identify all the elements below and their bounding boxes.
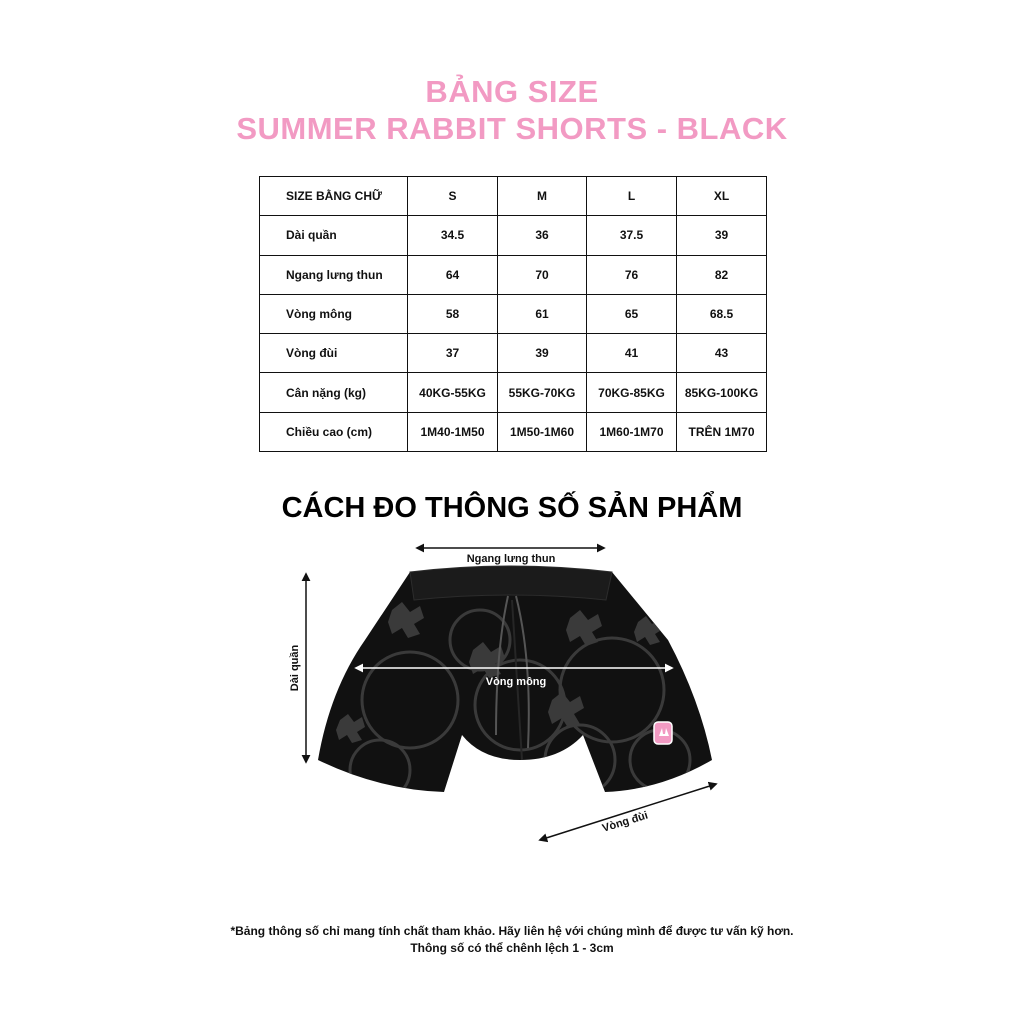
table-header-label: SIZE BẰNG CHỮ — [260, 177, 408, 216]
hip-label: Vòng mông — [485, 676, 547, 688]
table-cell: 39 — [677, 216, 767, 255]
size-header-l: L — [587, 177, 677, 216]
size-chart-title: BẢNG SIZE — [425, 74, 599, 109]
row-label: Ngang lưng thun — [260, 255, 408, 294]
length-label: Dài quần — [289, 644, 301, 692]
size-header-m: M — [498, 177, 587, 216]
table-cell: 40KG-55KG — [408, 373, 498, 412]
product-name-title: SUMMER RABBIT SHORTS - BLACK — [236, 111, 788, 146]
row-label: Chiều cao (cm) — [260, 412, 408, 451]
measure-section-title: CÁCH ĐO THÔNG SỐ SẢN PHẨM — [281, 492, 743, 524]
table-cell: 61 — [498, 294, 587, 333]
footnote-disclaimer: *Bảng thông số chỉ mang tính chất tham khảo. Hãy liên hệ với chúng mình để được tư vấn kỹ hơn. — [230, 924, 794, 938]
table-cell: 37 — [408, 334, 498, 373]
table-cell: 43 — [677, 334, 767, 373]
table-cell: 58 — [408, 294, 498, 333]
table-cell: 85KG-100KG — [677, 373, 767, 412]
table-cell: 37.5 — [587, 216, 677, 255]
waist-label: Ngang lưng thun — [466, 553, 556, 565]
table-cell: 68.5 — [677, 294, 767, 333]
table-cell: 34.5 — [408, 216, 498, 255]
table-cell: 70KG-85KG — [587, 373, 677, 412]
size-header-xl: XL — [677, 177, 767, 216]
table-cell: 1M40-1M50 — [408, 412, 498, 451]
table-cell: 1M60-1M70 — [587, 412, 677, 451]
table-cell: 65 — [587, 294, 677, 333]
thigh-label: Vòng đùi — [600, 809, 650, 835]
size-header-s: S — [408, 177, 498, 216]
table-cell: 39 — [498, 334, 587, 373]
table-cell: 76 — [587, 255, 677, 294]
table-cell: 82 — [677, 255, 767, 294]
rabbit-logo-patch — [654, 722, 672, 744]
table-cell: TRÊN 1M70 — [677, 412, 767, 451]
footnote-tolerance: Thông số có thể chênh lệch 1 - 3cm — [410, 941, 614, 955]
row-label: Vòng mông — [260, 294, 408, 333]
table-cell: 70 — [498, 255, 587, 294]
table-cell: 1M50-1M60 — [498, 412, 587, 451]
table-cell: 64 — [408, 255, 498, 294]
table-cell: 41 — [587, 334, 677, 373]
row-label: Dài quần — [260, 216, 408, 255]
thigh-arrow — [540, 784, 716, 840]
row-label: Vòng đùi — [260, 334, 408, 373]
row-label: Cân nặng (kg) — [260, 373, 408, 412]
table-cell: 55KG-70KG — [498, 373, 587, 412]
table-cell: 36 — [498, 216, 587, 255]
